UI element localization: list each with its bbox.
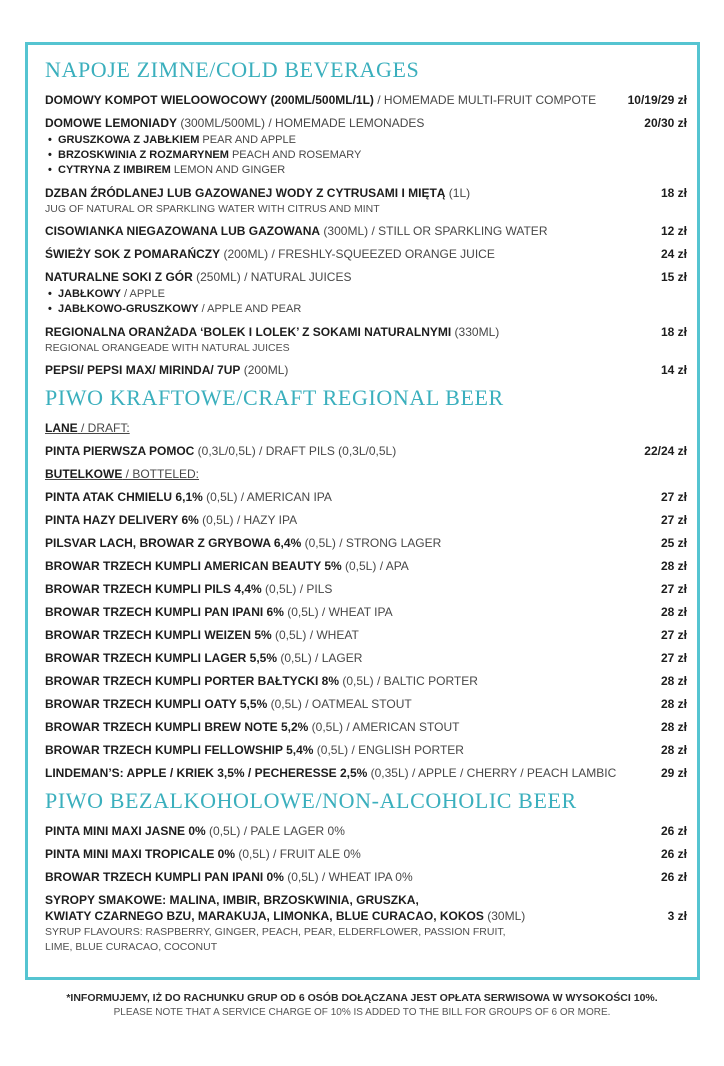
item-head: [45, 892, 687, 924]
item-price: 28 zł: [660, 720, 687, 734]
menu-item: [45, 719, 687, 735]
item-title: [45, 246, 495, 262]
item-title-bold: PINTA ATAK CHMIELU 6,1%: [45, 490, 203, 504]
item-title-bold: REGIONALNA ORANŻADA ‘BOLEK I LOLEK’ Z SOKAMI NATURALNYMI: [45, 325, 452, 339]
menu-item: [45, 892, 687, 954]
item-head: [45, 869, 687, 885]
menu-item: [45, 604, 687, 620]
item-price: 10/19/29 zł: [627, 93, 687, 107]
footer-line-english: PLEASE NOTE THAT A SERVICE CHARGE OF 10% IS ADDED TO THE BILL FOR GROUPS OF 6 OR MORE.: [113, 1007, 611, 1018]
item-title-rest: (200ML) / FRESHLY-SQUEEZED ORANGE JUICE: [220, 247, 495, 261]
item-title-line: [45, 558, 409, 574]
item-title-bold: BROWAR TRZECH KUMPLI PORTER BAŁTYCKI 8%: [45, 674, 339, 688]
item-title: [45, 719, 460, 735]
item-title-line: [45, 512, 297, 528]
menu-item: [45, 558, 687, 574]
menu-item: [45, 581, 687, 597]
item-title-rest: (0,5L) / WHEAT: [271, 628, 359, 642]
item-title: [45, 823, 345, 839]
item-title: [45, 420, 130, 436]
item-head: [45, 535, 687, 551]
item-title-bold: LANE: [45, 421, 78, 435]
item-title-line: [45, 223, 547, 239]
item-title: [45, 115, 424, 131]
section-title: PIWO KRAFTOWE/CRAFT REGIONAL BEER: [45, 385, 504, 410]
item-title-bold: PEPSI/ PEPSI MAX/ MIRINDA/ 7UP: [45, 363, 241, 377]
bullet-rest: / APPLE: [120, 288, 165, 300]
menu-item: [45, 869, 687, 885]
item-price: 27 zł: [660, 651, 687, 665]
item-title-rest: (0,5L) / HAZY IPA: [198, 513, 298, 527]
item-bullets: [45, 133, 687, 178]
item-title-rest: (0,5L) / PILS: [261, 582, 333, 596]
item-title-bold: BROWAR TRZECH KUMPLI LAGER 5,5%: [45, 651, 278, 665]
item-title-bold: PINTA PIERWSZA POMOC: [45, 444, 195, 458]
item-price: 27 zł: [660, 582, 687, 596]
item-title-line: [45, 823, 345, 839]
item-price: 26 zł: [660, 847, 687, 861]
menu-section: [45, 385, 687, 781]
item-title: [45, 489, 332, 505]
item-title-bold: DOMOWE LEMONIADY: [45, 116, 177, 130]
item-title-line: [45, 908, 525, 924]
item-head: [45, 581, 687, 597]
item-title: [45, 466, 199, 482]
item-price: 20/30 zł: [644, 116, 687, 130]
menu-item: [45, 246, 687, 262]
item-title-line: [45, 581, 332, 597]
menu-item: [45, 765, 687, 781]
item-title-bold: BROWAR TRZECH KUMPLI FELLOWSHIP 5,4%: [45, 743, 314, 757]
menu-item: [45, 823, 687, 839]
menu-item: [45, 696, 687, 712]
bullet-bold: GRUSZKOWA Z JABŁKIEM: [58, 134, 200, 146]
item-head: [45, 558, 687, 574]
item-title: [45, 742, 464, 758]
item-head: [45, 246, 687, 262]
item-title: [45, 223, 547, 239]
bullet-item: [45, 163, 687, 178]
item-head: [45, 324, 687, 340]
menu-item: [45, 185, 687, 216]
item-title: [45, 846, 361, 862]
bullet-bold: BRZOSKWINIA Z ROZMARYNEM: [58, 149, 229, 161]
bullet-rest: PEACH AND ROSEMARY: [228, 149, 362, 161]
item-title-line: [45, 466, 199, 482]
item-price: 12 zł: [660, 224, 687, 238]
item-price: 28 zł: [660, 605, 687, 619]
item-head: [45, 443, 687, 459]
item-head: [45, 185, 687, 201]
item-price: 27 zł: [660, 628, 687, 642]
menu-item: [45, 846, 687, 862]
item-head: [45, 604, 687, 620]
item-head: [45, 673, 687, 689]
item-title: [45, 892, 525, 924]
menu-item: [45, 650, 687, 666]
item-title: [45, 324, 499, 340]
item-title-rest: / BOTTELED:: [122, 467, 200, 481]
item-title-rest: (30ML): [483, 909, 526, 923]
bullet-item: [45, 287, 687, 302]
item-title-rest: (0,5L) / WHEAT IPA 0%: [283, 870, 413, 884]
item-title-line: [45, 92, 596, 108]
item-title-line: [45, 742, 464, 758]
item-title-line: [45, 719, 460, 735]
menu-item: [45, 269, 687, 317]
item-title-rest: (0,5L) / AMERICAN IPA: [202, 490, 332, 504]
item-title: [45, 558, 409, 574]
bullet-bold: CYTRYNA Z IMBIREM: [58, 164, 171, 176]
item-subtext: REGIONAL ORANGEADE WITH NATURAL JUICES: [45, 342, 290, 354]
item-head: [45, 489, 687, 505]
item-head: [45, 466, 687, 482]
menu-sections: [45, 57, 687, 954]
item-title-rest: (300ML) / STILL OR SPARKLING WATER: [320, 224, 548, 238]
item-price: 27 zł: [660, 490, 687, 504]
item-title-line: [45, 650, 362, 666]
item-head: [45, 823, 687, 839]
menu-item: [45, 362, 687, 378]
item-title: [45, 650, 362, 666]
item-title-bold: BROWAR TRZECH KUMPLI PILS 4,4%: [45, 582, 262, 596]
item-title-rest: / DRAFT:: [77, 421, 130, 435]
item-bullets: [45, 287, 687, 317]
item-head: [45, 765, 687, 781]
item-title: [45, 869, 413, 885]
item-title-bold: PILSVAR LACH, BROWAR Z GRYBOWA 6,4%: [45, 536, 302, 550]
footer-line-polish: *INFORMUJEMY, IŻ DO RACHUNKU GRUP OD 6 OSÓB DOŁĄCZANA JEST OPŁATA SERWISOWA W WYSOKOŚCI 10%.: [66, 992, 658, 1004]
section-title: NAPOJE ZIMNE/COLD BEVERAGES: [45, 57, 420, 82]
item-title: [45, 627, 359, 643]
item-subtext: JUG OF NATURAL OR SPARKLING WATER WITH CITRUS AND MINT: [45, 203, 380, 215]
item-head: [45, 742, 687, 758]
item-title-line: [45, 696, 412, 712]
item-price: 3 zł: [667, 909, 687, 923]
item-head: [45, 223, 687, 239]
item-price: 28 zł: [660, 697, 687, 711]
item-title-bold: SYROPY SMAKOWE: MALINA, IMBIR, BRZOSKWINIA, GRUSZKA,: [45, 893, 419, 907]
item-title-line: [45, 535, 441, 551]
menu-item: [45, 466, 687, 482]
item-title-bold: BROWAR TRZECH KUMPLI AMERICAN BEAUTY 5%: [45, 559, 342, 573]
item-title: [45, 673, 478, 689]
item-title-bold: BUTELKOWE: [45, 467, 123, 481]
item-head: [45, 696, 687, 712]
item-title-rest: (0,3L/0,5L) / DRAFT PILS (0,3L/0,5L): [194, 444, 397, 458]
item-title-line: [45, 443, 396, 459]
item-title-bold: DZBAN ŹRÓDLANEJ LUB GAZOWANEJ WODY Z CYTRUSAMI I MIĘTĄ: [45, 186, 446, 200]
footer-note: [0, 991, 724, 1020]
menu-item: [45, 512, 687, 528]
item-title-rest: (0,5L) / AMERICAN STOUT: [308, 720, 460, 734]
menu-item: [45, 673, 687, 689]
item-price: 18 zł: [660, 325, 687, 339]
item-title-bold: BROWAR TRZECH KUMPLI PAN IPANI 0%: [45, 870, 284, 884]
item-head: [45, 512, 687, 528]
item-title-line: [45, 846, 361, 862]
menu-item: [45, 223, 687, 239]
bullet-bold: JABŁKOWY: [58, 288, 121, 300]
item-price: 28 zł: [660, 674, 687, 688]
item-title-bold: BROWAR TRZECH KUMPLI WEIZEN 5%: [45, 628, 272, 642]
item-title-rest: (1L): [445, 186, 471, 200]
item-title-bold: PINTA MINI MAXI JASNE 0%: [45, 824, 206, 838]
item-title: [45, 443, 396, 459]
item-title-bold: PINTA MINI MAXI TROPICALE 0%: [45, 847, 236, 861]
menu-item: [45, 92, 687, 108]
item-subtext: LIME, BLUE CURACAO, COCONUT: [45, 941, 218, 953]
item-head: [45, 420, 687, 436]
bullet-item: [45, 302, 687, 317]
item-price: 26 zł: [660, 824, 687, 838]
item-title-rest: (0,5L) / PALE LAGER 0%: [205, 824, 345, 838]
item-title-rest: (0,5L) / FRUIT ALE 0%: [235, 847, 361, 861]
item-price: 24 zł: [660, 247, 687, 261]
item-price: 29 zł: [660, 766, 687, 780]
item-title-rest: (0,5L) / APA: [341, 559, 409, 573]
item-price: 28 zł: [660, 743, 687, 757]
item-title-rest: (0,5L) / OATMEAL STOUT: [267, 697, 412, 711]
item-title-line: [45, 269, 351, 285]
item-title: [45, 185, 470, 201]
item-title-rest: (300ML/500ML) / HOMEMADE LEMONADES: [177, 116, 425, 130]
item-head: [45, 362, 687, 378]
item-head: [45, 92, 687, 108]
item-subtext: SYRUP FLAVOURS: RASPBERRY, GINGER, PEACH, PEAR, ELDERFLOWER, PASSION FRUIT,: [45, 926, 506, 938]
item-title: [45, 604, 393, 620]
item-head: [45, 719, 687, 735]
item-price: 18 zł: [660, 186, 687, 200]
item-head: [45, 627, 687, 643]
bullet-rest: PEAR AND APPLE: [199, 134, 296, 146]
item-head: [45, 269, 687, 285]
menu-item: [45, 324, 687, 355]
menu-section: [45, 788, 687, 954]
item-title-line: [45, 115, 424, 131]
bullet-item: [45, 148, 687, 163]
menu-item: [45, 535, 687, 551]
menu-item: [45, 420, 687, 436]
item-price: 28 zł: [660, 559, 687, 573]
item-title: [45, 512, 297, 528]
item-title-bold: NATURALNE SOKI Z GÓR: [45, 270, 193, 284]
item-title-rest: (0,5L) / STRONG LAGER: [301, 536, 442, 550]
item-title: [45, 269, 351, 285]
item-title-bold: DOMOWY KOMPOT WIELOOWOCOWY (200ML/500ML/1L): [45, 93, 374, 107]
item-price: 27 zł: [660, 513, 687, 527]
item-title-bold: PINTA HAZY DELIVERY 6%: [45, 513, 199, 527]
menu-section: [45, 57, 687, 378]
item-title-line: [45, 324, 499, 340]
menu-item: [45, 115, 687, 178]
item-title: [45, 765, 616, 781]
item-head: [45, 115, 687, 131]
item-title: [45, 362, 288, 378]
item-title-rest: (0,5L) / WHEAT IPA: [283, 605, 393, 619]
bullet-bold: JABŁKOWO-GRUSZKOWY: [58, 303, 199, 315]
item-price: 25 zł: [660, 536, 687, 550]
item-title-bold: BROWAR TRZECH KUMPLI PAN IPANI 6%: [45, 605, 284, 619]
menu-item: [45, 627, 687, 643]
item-head: [45, 650, 687, 666]
item-title-line: [45, 420, 130, 436]
item-title-rest: (330ML): [451, 325, 500, 339]
item-title-line: [45, 673, 478, 689]
item-price: 26 zł: [660, 870, 687, 884]
item-title-bold: KWIATY CZARNEGO BZU, MARAKUJA, LIMONKA, BLUE CURACAO, KOKOS: [45, 909, 484, 923]
item-title-line: [45, 627, 359, 643]
item-title-bold: ŚWIEŻY SOK Z POMARAŃCZY: [45, 247, 221, 261]
item-head: [45, 846, 687, 862]
item-title: [45, 535, 441, 551]
item-title-line: [45, 246, 495, 262]
item-title-line: [45, 489, 332, 505]
item-title-rest: (200ML): [240, 363, 289, 377]
item-title-bold: BROWAR TRZECH KUMPLI BREW NOTE 5,2%: [45, 720, 309, 734]
item-title-rest: (250ML) / NATURAL JUICES: [192, 270, 352, 284]
item-title-line: [45, 892, 525, 908]
item-title-line: [45, 185, 470, 201]
item-price: 14 zł: [660, 363, 687, 377]
item-title-rest: (0,5L) / BALTIC PORTER: [339, 674, 478, 688]
item-price: 15 zł: [660, 270, 687, 284]
item-title-rest: / HOMEMADE MULTI-FRUIT COMPOTE: [373, 93, 597, 107]
bullet-item: [45, 133, 687, 148]
item-title: [45, 92, 596, 108]
item-title-bold: BROWAR TRZECH KUMPLI OATY 5,5%: [45, 697, 268, 711]
bullet-rest: LEMON AND GINGER: [170, 164, 286, 176]
item-title-rest: (0,5L) / LAGER: [277, 651, 363, 665]
menu-item: [45, 489, 687, 505]
item-title-line: [45, 765, 616, 781]
section-title: PIWO BEZALKOHOLOWE/NON-ALCOHOLIC BEER: [45, 788, 577, 813]
item-price: 22/24 zł: [644, 444, 687, 458]
menu-item: [45, 443, 687, 459]
item-title-bold: CISOWIANKA NIEGAZOWANA LUB GAZOWANA: [45, 224, 321, 238]
item-title-rest: (0,35L) / APPLE / CHERRY / PEACH LAMBIC: [367, 766, 617, 780]
item-title: [45, 581, 332, 597]
bullet-rest: / APPLE AND PEAR: [198, 303, 302, 315]
item-title: [45, 696, 412, 712]
item-title-line: [45, 604, 393, 620]
item-title-rest: (0,5L) / ENGLISH PORTER: [313, 743, 464, 757]
item-title-line: [45, 869, 413, 885]
item-title-line: [45, 362, 288, 378]
menu-item: [45, 742, 687, 758]
item-title-bold: LINDEMAN’S: APPLE / KRIEK 3,5% / PECHERESSE 2,5%: [45, 766, 368, 780]
menu-border-box: [25, 42, 700, 980]
